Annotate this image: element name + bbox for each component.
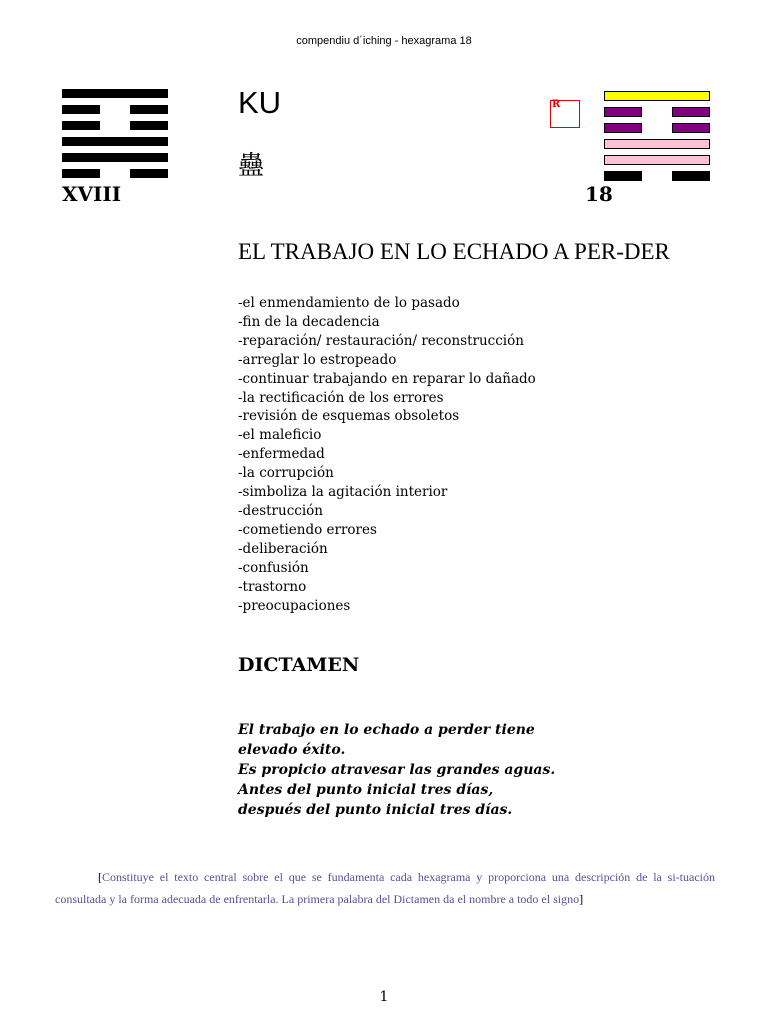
hexagram-line-yin	[62, 105, 168, 114]
keyword-item: -revisión de esquemas obsoletos	[238, 408, 460, 425]
dictamen-line: Es propicio atravesar las grandes aguas.	[238, 762, 556, 778]
colored-hexagram-line-segment	[604, 171, 642, 181]
keyword-item: -preocupaciones	[238, 597, 351, 614]
dictamen-line: elevado éxito.	[238, 742, 346, 758]
keyword-item: -el maleficio	[238, 427, 322, 444]
note-text: Constituye el texto central sobre el que se fundamenta cada hexagrama y proporciona una descripción de la si-tuación consultada y la forma adecuada de enfrentarla. La primera palabra del Dictamen da el nombre a todo el signo	[55, 870, 715, 906]
keyword-item: -arreglar lo estropeado	[238, 351, 397, 368]
colored-hexagram-line-segment	[604, 107, 642, 117]
colored-hexagram-line-yang	[604, 155, 710, 165]
keyword-item: -fin de la decadencia	[238, 313, 380, 330]
marker-label: R	[552, 99, 561, 110]
hexagram-line-yin	[62, 121, 168, 130]
hexagram-line-segment	[62, 121, 100, 130]
keyword-item: -destrucción	[238, 502, 323, 519]
hexagram-line-segment	[62, 169, 100, 178]
keyword-item: -cometiendo errores	[238, 521, 377, 538]
colored-hexagram-line-segment	[604, 123, 642, 133]
colored-hexagram-line-yin	[604, 123, 710, 133]
dictamen-heading: DICTAMEN	[238, 654, 360, 676]
hexagram-figure	[62, 89, 168, 185]
colored-hexagram-line-yin	[604, 171, 710, 181]
explanatory-note	[55, 866, 715, 910]
keyword-item: -enfermedad	[238, 446, 325, 463]
colored-hexagram-line-segment	[672, 107, 710, 117]
colored-hexagram-line-yin	[604, 107, 710, 117]
marker-box	[550, 100, 580, 128]
hexagram-title: EL TRABAJO EN LO ECHADO A PER-DER	[238, 239, 670, 264]
hexagram-character: 蠱	[238, 151, 265, 181]
hexagram-line-segment	[62, 105, 100, 114]
hexagram-line-yin	[62, 169, 168, 178]
hexagram-line-segment	[130, 121, 168, 130]
hexagram-line-segment	[130, 105, 168, 114]
note-open-bracket: [	[98, 870, 102, 884]
hexagram-name: KU	[238, 85, 282, 120]
page-number: 1	[379, 989, 389, 1005]
keyword-item: -el enmendamiento de lo pasado	[238, 295, 460, 311]
page-header: compendiu d´iching - hexagrama 18	[296, 35, 472, 47]
hexagram-line-yang	[62, 89, 168, 98]
keyword-item: -continuar trabajando en reparar lo dañado	[238, 370, 536, 387]
hexagram-line-yang	[62, 137, 168, 146]
keyword-item: -la rectificación de los errores	[238, 389, 444, 406]
keyword-item: -reparación/ restauración/ reconstrucción	[238, 332, 524, 349]
colored-hexagram-line-yang	[604, 91, 710, 101]
dictamen-text	[238, 720, 555, 820]
colored-hexagram-figure	[604, 91, 710, 187]
hexagram-line-yang	[62, 153, 168, 162]
colored-hexagram-line-segment	[672, 123, 710, 133]
dictamen-line: después del punto inicial tres días.	[238, 802, 513, 818]
hexagram-line-segment	[130, 169, 168, 178]
keyword-item: -simboliza la agitación interior	[238, 484, 448, 501]
note-close-bracket: ]	[579, 892, 584, 906]
dictamen-line: Antes del punto inicial tres días,	[238, 782, 494, 798]
keyword-item: -la corrupción	[238, 465, 334, 482]
hexagram-number: 18	[585, 182, 613, 206]
keyword-list	[238, 294, 536, 615]
colored-hexagram-line-segment	[672, 171, 710, 181]
hexagram-roman-numeral: XVIII	[62, 182, 122, 206]
dictamen-line: El trabajo en lo echado a perder tiene	[238, 722, 535, 738]
colored-hexagram-line-yang	[604, 139, 710, 149]
keyword-item: -deliberación	[238, 540, 328, 557]
keyword-item: -confusión	[238, 559, 309, 576]
keyword-item: -trastorno	[238, 578, 307, 595]
